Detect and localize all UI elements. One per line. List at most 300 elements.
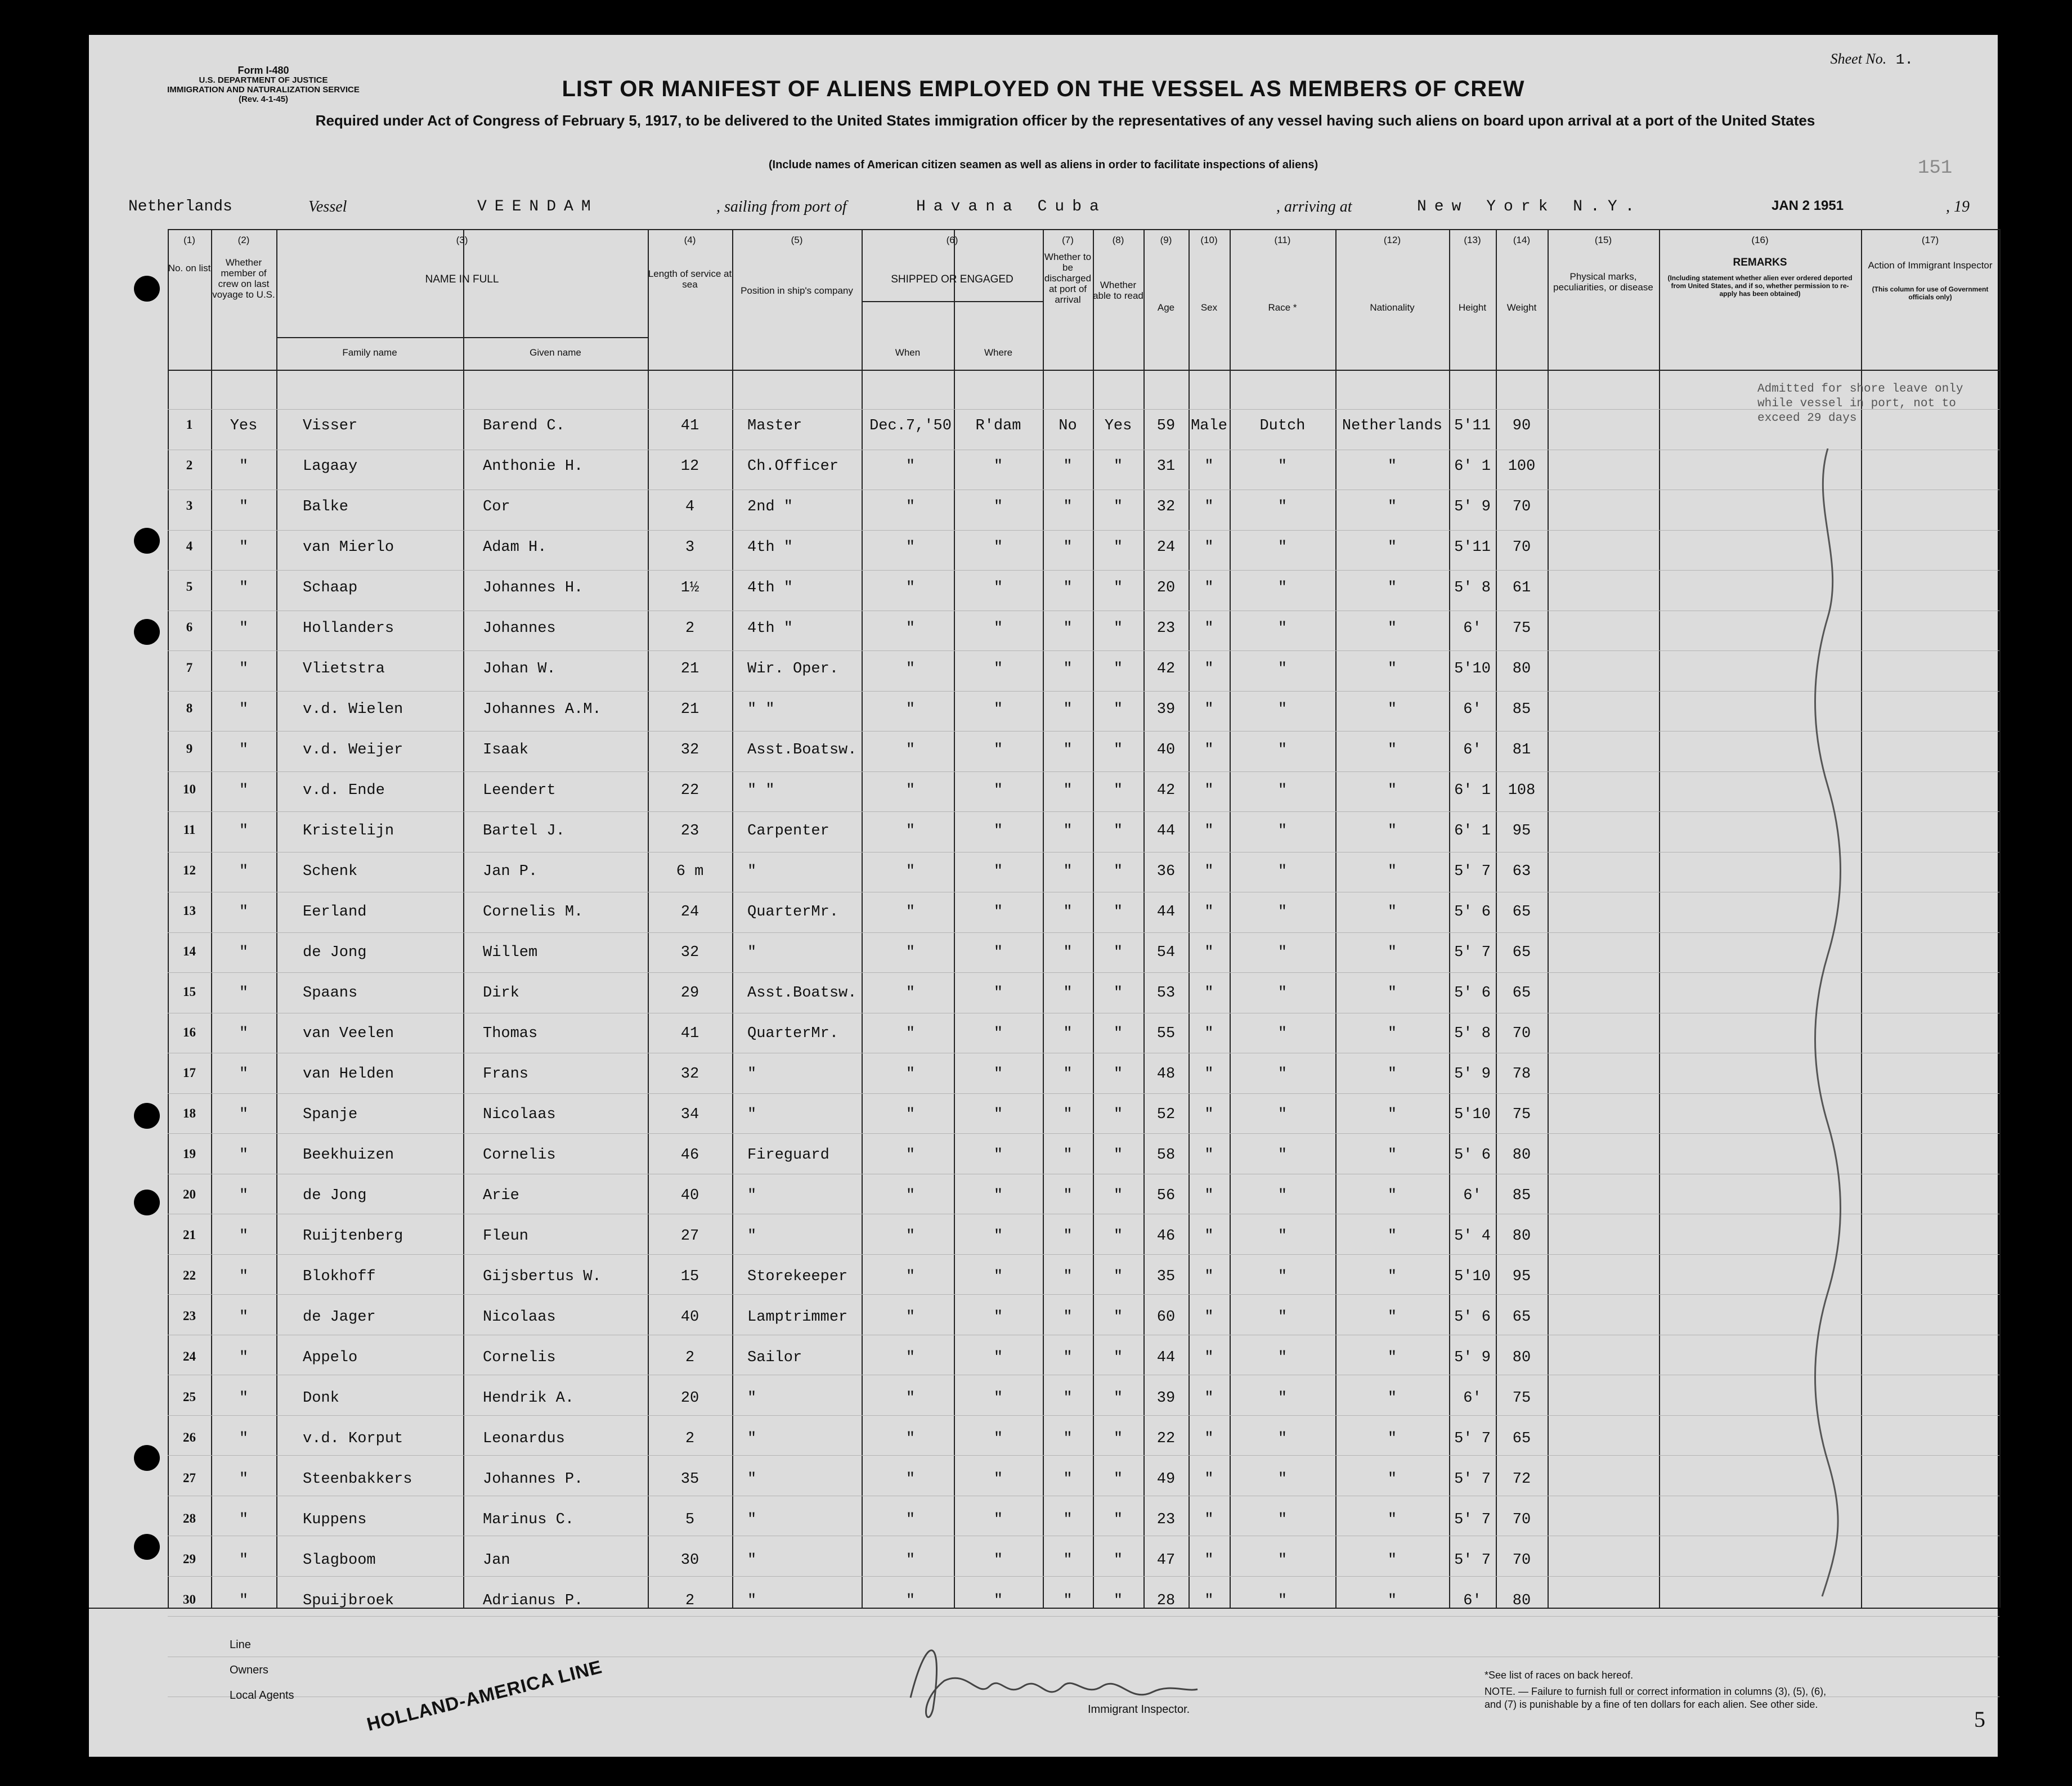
cell-no: 28 — [183, 1511, 196, 1525]
cell-age: 32 — [1156, 499, 1176, 515]
cell-race: " — [1277, 742, 1288, 759]
ruled-line — [168, 1576, 1999, 1577]
cell-read: " — [1113, 1066, 1123, 1083]
cell-where: " — [993, 1552, 1003, 1569]
cell-race: " — [1277, 499, 1288, 515]
cell-no: 18 — [183, 1106, 196, 1120]
cell-weight: 65 — [1512, 1430, 1531, 1447]
cell-no: 23 — [183, 1309, 196, 1323]
cell-position: " — [747, 1471, 757, 1488]
cell-height: 5' 9 — [1454, 1349, 1491, 1366]
cell-when: " — [905, 1390, 916, 1407]
cell-read: " — [1113, 661, 1123, 677]
manifest-page — [89, 35, 1998, 1757]
cell-disc: " — [1063, 661, 1073, 677]
cell-height: 5' 6 — [1454, 1309, 1491, 1326]
cell-nat: " — [1387, 1268, 1397, 1285]
cell-disc: " — [1063, 985, 1073, 1002]
cell-race: " — [1277, 1106, 1288, 1123]
punch-hole — [134, 1534, 160, 1560]
cell-member: " — [239, 1228, 249, 1245]
ruled-line — [168, 811, 1999, 812]
cell-service: 27 — [680, 1228, 699, 1245]
cell-when: " — [905, 539, 916, 556]
cell-where: " — [993, 782, 1003, 799]
crew-table — [89, 229, 1998, 1608]
cell-when: " — [905, 823, 916, 840]
cell-age: 52 — [1156, 1106, 1176, 1123]
remarks-note: Admitted for shore leave only while vessel in port, not to exceed 29 days — [1757, 383, 1963, 425]
cell-age: 22 — [1156, 1430, 1176, 1447]
header-remarks: REMARKS — [1733, 257, 1787, 268]
cell-service: 41 — [680, 1025, 699, 1042]
sheet-value: 1. — [1895, 51, 1913, 68]
cell-service: 21 — [680, 701, 699, 718]
cell-where: " — [993, 1471, 1003, 1488]
cell-nat: " — [1387, 539, 1397, 556]
cell-where: " — [993, 539, 1003, 556]
ruled-line — [168, 932, 1999, 933]
cell-where: " — [993, 1592, 1003, 1609]
cell-height: 5' 6 — [1454, 904, 1491, 921]
punch-hole — [134, 1190, 160, 1215]
cell-given: Cor — [483, 499, 510, 515]
cell-weight: 70 — [1512, 1552, 1531, 1569]
cell-sex: " — [1204, 580, 1214, 596]
header-when: When — [895, 347, 921, 358]
cell-sex: " — [1204, 1268, 1214, 1285]
cell-read: " — [1113, 1025, 1123, 1042]
cell-where: " — [993, 823, 1003, 840]
requirement-text: Required under Act of Congress of February 5, 1917, to be delivered to the United States immigration officer by the representatives of any vessel having such aliens on board upon arrival at a port of the United States — [315, 112, 1815, 129]
cell-no: 16 — [183, 1025, 196, 1039]
inspector-label: Immigrant Inspector. — [1088, 1703, 1190, 1716]
cell-where: " — [993, 499, 1003, 515]
cell-when: " — [905, 782, 916, 799]
cell-when: " — [905, 499, 916, 515]
cell-where: " — [993, 458, 1003, 475]
cell-family: Balke — [303, 499, 349, 515]
cell-where: R'dam — [975, 418, 1021, 434]
cell-position: " — [747, 1390, 757, 1407]
cell-nat: " — [1387, 1552, 1397, 1569]
cell-disc: " — [1063, 863, 1073, 880]
cell-no: 24 — [183, 1349, 196, 1363]
cell-age: 24 — [1156, 539, 1176, 556]
cell-nat: " — [1387, 863, 1397, 880]
cell-read: " — [1113, 944, 1123, 961]
cell-height: 5' 8 — [1454, 1025, 1491, 1042]
cell-weight: 75 — [1512, 620, 1531, 637]
cell-race: " — [1277, 1309, 1288, 1326]
cell-family: Schenk — [303, 863, 358, 880]
cell-weight: 72 — [1512, 1471, 1531, 1488]
cell-read: " — [1113, 985, 1123, 1002]
cell-family: Beekhuizen — [303, 1147, 394, 1164]
cell-family: Ruijtenberg — [303, 1228, 403, 1245]
cell-position: " — [747, 1187, 757, 1204]
cell-weight: 65 — [1512, 985, 1531, 1002]
page-mark: 5 — [1974, 1707, 1985, 1732]
cell-height: 5' 9 — [1454, 499, 1491, 515]
wavy-line-mark — [1805, 448, 1850, 1608]
cell-age: 36 — [1156, 863, 1176, 880]
cell-nat: " — [1387, 1471, 1397, 1488]
cell-member: " — [239, 458, 249, 475]
cell-height: 5' 9 — [1454, 1066, 1491, 1083]
cell-height: 5'10 — [1454, 1268, 1491, 1285]
cell-disc: " — [1063, 1430, 1073, 1447]
cell-where: " — [993, 1228, 1003, 1245]
cell-age: 35 — [1156, 1268, 1176, 1285]
cell-height: 6' — [1463, 701, 1482, 718]
cell-sex: " — [1204, 1025, 1214, 1042]
cell-family: Schaap — [303, 580, 358, 596]
cell-sex: " — [1204, 620, 1214, 637]
cell-nat: " — [1387, 904, 1397, 921]
cell-given: Johannes A.M. — [483, 701, 602, 718]
cell-height: 5'11 — [1454, 418, 1491, 434]
cell-no: 3 — [186, 499, 193, 513]
cell-weight: 70 — [1512, 1511, 1531, 1528]
vessel-label: Vessel — [308, 198, 347, 216]
cell-given: Leonardus — [483, 1430, 565, 1447]
cell-when: " — [905, 944, 916, 961]
cell-sex: " — [1204, 1309, 1214, 1326]
cell-member: " — [239, 620, 249, 637]
cell-nat: " — [1387, 701, 1397, 718]
cell-position: " — [747, 1228, 757, 1245]
column-divider — [276, 229, 277, 1608]
cell-service: 4 — [685, 499, 695, 515]
cell-given: Jan — [483, 1552, 510, 1569]
cell-where: " — [993, 904, 1003, 921]
shipped-subheader-rule — [862, 301, 1043, 302]
cell-when: " — [905, 1309, 916, 1326]
cell-when: " — [905, 1228, 916, 1245]
cell-when: " — [905, 1511, 916, 1528]
cell-service: 2 — [685, 1430, 695, 1447]
cell-height: 6' 1 — [1454, 458, 1491, 475]
cell-sex: " — [1204, 1349, 1214, 1366]
cell-where: " — [993, 1511, 1003, 1528]
cell-given: Cornelis — [483, 1349, 556, 1366]
cell-read: " — [1113, 1309, 1123, 1326]
ruled-line — [168, 1455, 1999, 1456]
cell-race: " — [1277, 1349, 1288, 1366]
cell-nat: " — [1387, 580, 1397, 596]
cell-where: " — [993, 863, 1003, 880]
ruled-line — [168, 771, 1999, 772]
header-height: Height — [1458, 302, 1487, 313]
cell-age: 46 — [1156, 1228, 1176, 1245]
header-family: Family name — [342, 347, 397, 358]
header-weight: Weight — [1506, 302, 1537, 313]
cell-position: " — [747, 863, 757, 880]
cell-member: " — [239, 1147, 249, 1164]
cell-nat: " — [1387, 1511, 1397, 1528]
cell-race: " — [1277, 1592, 1288, 1609]
cell-no: 29 — [183, 1552, 196, 1566]
cell-age: 40 — [1156, 742, 1176, 759]
cell-member: " — [239, 1592, 249, 1609]
cell-nat: " — [1387, 661, 1397, 677]
cell-sex: " — [1204, 1147, 1214, 1164]
cell-disc: " — [1063, 499, 1073, 515]
cell-nat: " — [1387, 1592, 1397, 1609]
cell-read: " — [1113, 1106, 1123, 1123]
cell-family: Kuppens — [303, 1511, 367, 1528]
cell-disc: " — [1063, 1147, 1073, 1164]
ruled-line — [168, 1133, 1999, 1134]
cell-nat: " — [1387, 782, 1397, 799]
cell-age: 31 — [1156, 458, 1176, 475]
cell-read: " — [1113, 823, 1123, 840]
cell-nat: " — [1387, 742, 1397, 759]
cell-given: Johannes — [483, 620, 556, 637]
cell-read: " — [1113, 1592, 1123, 1609]
cell-where: " — [993, 661, 1003, 677]
cell-sex: " — [1204, 1106, 1214, 1123]
cell-age: 49 — [1156, 1471, 1176, 1488]
cell-position: " " — [747, 782, 775, 799]
cell-given: Nicolaas — [483, 1106, 556, 1123]
cell-family: Spuijbroek — [303, 1592, 394, 1609]
cell-where: " — [993, 1025, 1003, 1042]
cell-read: " — [1113, 580, 1123, 596]
cell-nat: " — [1387, 823, 1397, 840]
cell-read: " — [1113, 863, 1123, 880]
cell-read: Yes — [1104, 418, 1132, 434]
cell-service: 35 — [680, 1471, 699, 1488]
include-note: (Include names of American citizen seamen as well as aliens in order to facilitate inspections of aliens) — [768, 159, 1318, 171]
cell-height: 5' 7 — [1454, 944, 1491, 961]
cell-nat: Netherlands — [1342, 418, 1443, 434]
cell-family: Appelo — [303, 1349, 358, 1366]
cell-height: 5' 7 — [1454, 1552, 1491, 1569]
header-shipped: SHIPPED OR ENGAGED — [891, 273, 1013, 285]
header-n14: (14) — [1513, 235, 1531, 245]
cell-disc: " — [1063, 539, 1073, 556]
cell-when: Dec.7,'50 — [869, 418, 952, 434]
cell-family: Blokhoff — [303, 1268, 376, 1285]
cell-service: 32 — [680, 944, 699, 961]
arriving-label: , arriving at — [1276, 198, 1352, 216]
cell-given: Jan P. — [483, 863, 538, 880]
header-race: Race * — [1268, 302, 1297, 313]
cell-position: Fireguard — [747, 1147, 829, 1164]
cell-height: 5'10 — [1454, 1106, 1491, 1123]
cell-nat: " — [1387, 944, 1397, 961]
holland-america-stamp: HOLLAND-AMERICA LINE — [365, 1656, 604, 1735]
cell-position: Asst.Boatsw. — [747, 742, 857, 759]
cell-family: Lagaay — [303, 458, 358, 475]
header-no: No. on list — [168, 263, 211, 273]
column-divider — [1659, 229, 1660, 1608]
header-bottom-border — [168, 370, 1999, 371]
cell-age: 44 — [1156, 1349, 1176, 1366]
header-n13: (13) — [1464, 235, 1481, 245]
cell-sex: " — [1204, 1552, 1214, 1569]
cell-height: 6' 1 — [1454, 782, 1491, 799]
cell-disc: " — [1063, 701, 1073, 718]
cell-member: " — [239, 1309, 249, 1326]
cell-family: v.d. Weijer — [303, 742, 403, 759]
cell-age: 44 — [1156, 904, 1176, 921]
header-n1: (1) — [183, 235, 195, 245]
cell-member: " — [239, 1066, 249, 1083]
cell-when: " — [905, 1430, 916, 1447]
header-sex: Sex — [1200, 302, 1218, 313]
vessel-line — [128, 198, 1985, 221]
cell-where: " — [993, 580, 1003, 596]
header-n17: (17) — [1921, 235, 1939, 245]
punch-hole — [134, 1103, 160, 1129]
header-n12: (12) — [1383, 235, 1401, 245]
cell-disc: " — [1063, 944, 1073, 961]
cell-read: " — [1113, 742, 1123, 759]
cell-sex: " — [1204, 1066, 1214, 1083]
cell-member: " — [239, 1025, 249, 1042]
cell-member: " — [239, 1390, 249, 1407]
cell-age: 59 — [1156, 418, 1176, 434]
cell-sex: Male — [1191, 418, 1227, 434]
cell-given: Adam H. — [483, 539, 547, 556]
cell-age: 55 — [1156, 1025, 1176, 1042]
cell-family: Slagboom — [303, 1552, 376, 1569]
cell-service: 5 — [685, 1511, 695, 1528]
cell-disc: " — [1063, 1268, 1073, 1285]
cell-sex: " — [1204, 823, 1214, 840]
cell-sex: " — [1204, 985, 1214, 1002]
from-port: Havana Cuba — [916, 198, 1107, 216]
cell-race: " — [1277, 823, 1288, 840]
cell-service: 32 — [680, 1066, 699, 1083]
cell-where: " — [993, 1390, 1003, 1407]
cell-service: 24 — [680, 904, 699, 921]
cell-race: " — [1277, 661, 1288, 677]
cell-member: " — [239, 823, 249, 840]
cell-weight: 85 — [1512, 701, 1531, 718]
cell-position: " — [747, 1552, 757, 1569]
column-divider — [1548, 229, 1549, 1608]
cell-member: " — [239, 1106, 249, 1123]
cell-where: " — [993, 1187, 1003, 1204]
cell-member: " — [239, 944, 249, 961]
cell-position: Wir. Oper. — [747, 661, 839, 677]
cell-race: Dutch — [1259, 418, 1306, 434]
cell-service: 2 — [685, 620, 695, 637]
cell-age: 23 — [1156, 1511, 1176, 1528]
cell-given: Marinus C. — [483, 1511, 575, 1528]
cell-no: 19 — [183, 1147, 196, 1161]
cell-service: 6 m — [676, 863, 704, 880]
cell-no: 2 — [186, 458, 193, 472]
sheet-label: Sheet No. — [1830, 51, 1887, 67]
cell-service: 40 — [680, 1309, 699, 1326]
cell-sex: " — [1204, 701, 1214, 718]
cell-nat: " — [1387, 1106, 1397, 1123]
cell-no: 6 — [186, 620, 193, 634]
cell-disc: " — [1063, 782, 1073, 799]
cell-given: Cornelis — [483, 1147, 556, 1164]
cell-given: Willem — [483, 944, 538, 961]
cell-position: 2nd " — [747, 499, 793, 515]
cell-disc: " — [1063, 1066, 1073, 1083]
cell-nat: " — [1387, 458, 1397, 475]
ruled-line — [168, 691, 1999, 692]
cell-member: " — [239, 1511, 249, 1528]
cell-age: 42 — [1156, 661, 1176, 677]
cell-no: 9 — [186, 742, 193, 756]
sailing-label: , sailing from port of — [716, 198, 847, 216]
cell-height: 5' 7 — [1454, 1471, 1491, 1488]
cell-age: 28 — [1156, 1592, 1176, 1609]
cell-family: Vlietstra — [303, 661, 385, 677]
arrival-port: New York N.Y. — [1417, 198, 1643, 216]
cell-weight: 75 — [1512, 1106, 1531, 1123]
cell-given: Johan W. — [483, 661, 556, 677]
cell-given: Thomas — [483, 1025, 538, 1042]
cell-age: 39 — [1156, 701, 1176, 718]
cell-position: QuarterMr. — [747, 904, 839, 921]
cell-when: " — [905, 580, 916, 596]
column-divider — [1999, 229, 2001, 1608]
cell-weight: 80 — [1512, 1592, 1531, 1609]
cell-weight: 85 — [1512, 1187, 1531, 1204]
cell-nat: " — [1387, 1066, 1397, 1083]
cell-sex: " — [1204, 863, 1214, 880]
header-n15: (15) — [1594, 235, 1612, 245]
cell-height: 5'11 — [1454, 539, 1491, 556]
year-label: , 19 — [1946, 198, 1970, 216]
header-n10: (10) — [1200, 235, 1218, 245]
cell-given: Bartel J. — [483, 823, 565, 840]
cell-family: Eerland — [303, 904, 367, 921]
cell-race: " — [1277, 1025, 1288, 1042]
cell-when: " — [905, 458, 916, 475]
cell-disc: " — [1063, 904, 1073, 921]
cell-position: 4th " — [747, 620, 793, 637]
cell-sex: " — [1204, 1228, 1214, 1245]
ruled-line — [168, 409, 1999, 410]
cell-height: 6' 1 — [1454, 823, 1491, 840]
cell-service: 32 — [680, 742, 699, 759]
header-n2: (2) — [237, 235, 250, 245]
date-stamp: JAN 2 1951 — [1771, 198, 1844, 213]
line-label: Line — [230, 1639, 251, 1651]
ruled-line — [168, 530, 1999, 531]
cell-nat: " — [1387, 1025, 1397, 1042]
cell-service: 2 — [685, 1592, 695, 1609]
cell-race: " — [1277, 1187, 1288, 1204]
cell-sex: " — [1204, 1390, 1214, 1407]
cell-weight: 65 — [1512, 904, 1531, 921]
cell-nat: " — [1387, 985, 1397, 1002]
cell-weight: 80 — [1512, 1349, 1531, 1366]
cell-when: " — [905, 1268, 916, 1285]
cell-race: " — [1277, 985, 1288, 1002]
cell-given: Anthonie H. — [483, 458, 584, 475]
cell-age: 56 — [1156, 1187, 1176, 1204]
cell-family: Visser — [303, 418, 358, 434]
cell-no: 13 — [183, 904, 196, 918]
cell-member: " — [239, 661, 249, 677]
cell-age: 54 — [1156, 944, 1176, 961]
punch-hole — [134, 619, 160, 645]
cell-sex: " — [1204, 1471, 1214, 1488]
cell-nat: " — [1387, 1228, 1397, 1245]
